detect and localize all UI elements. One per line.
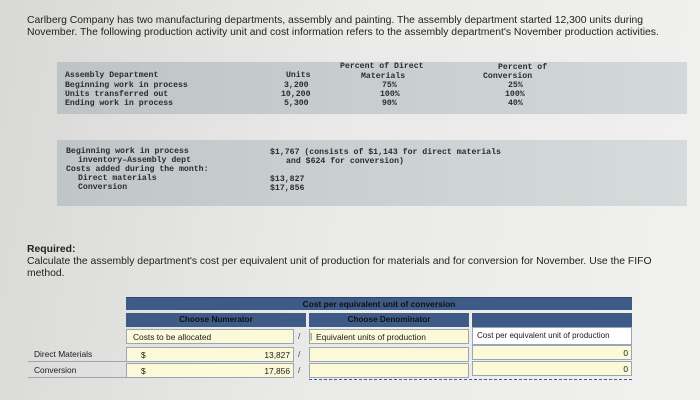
dm-result: 0 [472,345,632,360]
materials-ewip: 90% [382,99,397,108]
numerator-header: Choose Numerator [126,313,306,327]
units-ewip: 5,300 [284,99,309,108]
dm-denominator-input[interactable] [309,347,469,362]
row-label-conversion: Conversion [28,363,126,378]
conv-denominator-input[interactable] [309,363,469,378]
intro-text: Carlberg Company has two manufacturing departments, assembly and painting. The assembly department started 12,300 units during November. The following production activity unit and cost information refers to the assembly department's November production activities. [27,15,659,38]
required-text: Calculate the assembly department's cost per equivalent unit of production for materials and for conversion for November. Use the FIFO method. [27,255,652,279]
dm-numerator-input[interactable] [126,347,294,362]
cost-conv-value: $17,856 [270,184,305,193]
cost-bwip-value: $1,767 (consists of $1,143 for direct materials [270,148,501,157]
row-label-bwip: Beginning work in process [65,81,188,90]
conversion-header-1: Percent of [498,63,548,72]
result-header-bar [472,313,632,327]
cost-label-dm: Direct materials [78,174,157,183]
denominator-select[interactable]: Equivalent units of production [309,329,469,344]
required-section [27,244,687,279]
row-label-ewip: Ending work in process [65,99,174,108]
conv-currency: $ [141,366,146,376]
dm-currency: $ [141,350,146,360]
divide-sign-conversion: / [298,365,301,375]
dept-label: Assembly Department [65,71,159,80]
required-heading: Required: [27,244,76,255]
denominator-header: Choose Denominator [309,313,469,327]
materials-bwip: 75% [382,81,397,90]
dm-numerator-value: 13,827 [264,350,290,360]
units-transferred: 10,200 [281,90,311,99]
materials-header-1: Percent of Direct [340,62,424,71]
cost-label-inventory: inventory–Assembly dept [78,156,192,165]
table-title: Cost per equivalent unit of conversion [126,297,632,310]
cursor-marker: | [310,331,313,341]
units-header: Units [286,71,311,80]
cost-bwip-value-2: and $624 for conversion) [286,157,404,166]
conv-numerator-value: 17,856 [264,366,290,376]
conversion-transferred: 100% [505,90,525,99]
cost-label-added: Costs added during the month: [66,165,209,174]
cost-label-conversion: Conversion [78,183,128,192]
problem-intro [27,15,687,38]
numerator-select[interactable]: Costs to be allocated [126,329,294,344]
cost-dm-value: $13,827 [270,175,305,184]
conversion-bwip: 25% [508,81,523,90]
conversion-header-2: Conversion [483,72,533,81]
materials-transferred: 100% [380,90,400,99]
row-label-transferred: Units transferred out [65,90,169,99]
conv-numerator-input[interactable] [126,363,294,378]
result-header: Cost per equivalent unit of production [472,327,632,345]
materials-header-2: Materials [361,72,406,81]
conv-result: 0 [472,361,632,376]
cost-label-bwip: Beginning work in process [66,147,189,156]
row-label-dm: Direct Materials [28,347,126,362]
divide-sign-header: / [298,331,301,341]
units-bwip: 3,200 [284,81,309,90]
table-bottom-border [309,379,632,380]
conversion-ewip: 40% [508,99,523,108]
divide-sign-dm: / [298,349,301,359]
